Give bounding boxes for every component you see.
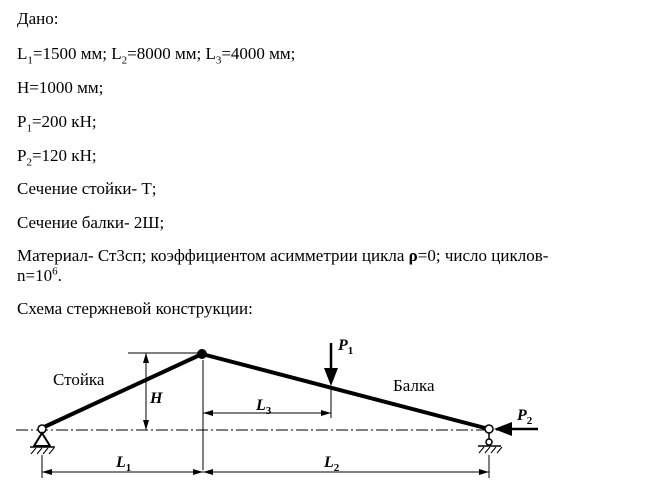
P2-value: =120 кН;	[31, 146, 97, 165]
beam-label: Балка	[393, 376, 435, 395]
H-label: H	[150, 390, 163, 407]
rho-symbol: ρ	[408, 246, 418, 265]
L1-subscript: 1	[27, 54, 33, 67]
material-prefix: Материал- Ст3сп; коэффициентом асимметрии цикла	[17, 246, 409, 265]
P1-subscript: 1	[26, 122, 32, 135]
post-label: Стойка	[53, 370, 105, 389]
P1-symbol: P	[17, 112, 27, 131]
left-support	[30, 425, 55, 454]
L2-value: =8000 мм;	[127, 44, 206, 63]
cycles-base: n=10	[17, 266, 53, 285]
P1-arrow	[324, 343, 338, 386]
H-dimension	[128, 353, 198, 430]
post-section-line: Сечение стойки- Т;	[17, 179, 157, 198]
L2-symbol: L	[111, 44, 122, 63]
L1-value: =1500 мм;	[32, 44, 112, 63]
P2-symbol: P	[17, 146, 27, 165]
post-member	[42, 354, 202, 428]
P2-label: $P_2$	[517, 407, 533, 427]
L1-L2-dimension	[42, 455, 489, 478]
P2-subscript: 2	[26, 156, 32, 169]
L2-subscript: 2	[121, 54, 128, 67]
L1-label: $L_1$	[116, 454, 132, 474]
L3-value: =4000 мм;	[221, 44, 296, 63]
given-title: Дано:	[17, 9, 59, 28]
L3-subscript: 3	[215, 54, 222, 67]
beam-section-line: Сечение балки- 2Ш;	[17, 213, 165, 232]
L1-symbol: L	[17, 44, 28, 63]
scheme-title: Схема стержневой конструкции:	[17, 299, 253, 318]
height-line: H=1000 мм;	[17, 78, 104, 97]
P1-label: $P_1$	[338, 337, 354, 357]
L2-label: $L_2$	[324, 454, 340, 474]
L3-label: $L_3$	[256, 397, 272, 417]
beam-member	[202, 354, 489, 429]
L3-symbol: L	[205, 44, 216, 63]
rigid-joint	[197, 349, 207, 359]
material-mid: =0; число циклов-	[417, 246, 549, 265]
P1-value: =200 кН;	[31, 112, 97, 131]
cycles-exponent: 6	[52, 265, 58, 278]
cycles-end: .	[57, 266, 62, 285]
